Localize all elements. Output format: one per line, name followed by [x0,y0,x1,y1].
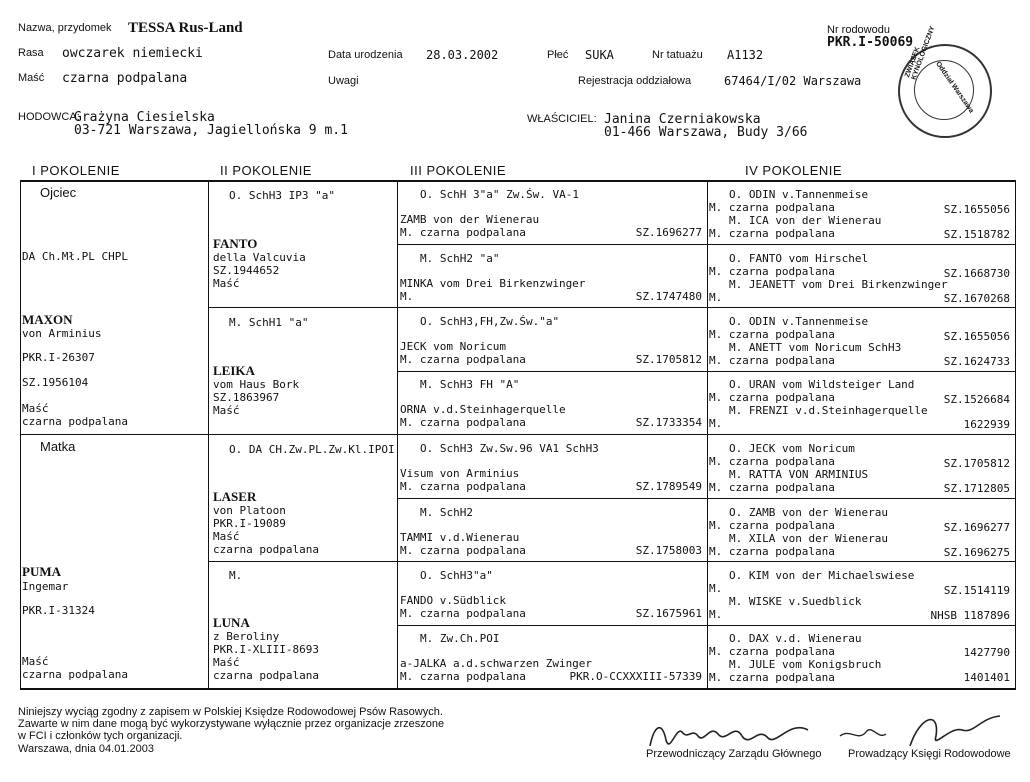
gen4-dam: M. XILA von der Wienerau [729,532,888,545]
gen2-cell-4 [211,565,395,686]
dob-label: Data urodzenia [328,49,403,61]
gen2-line3: Maść [213,656,240,669]
footer-line-3: w FCI i członków tych organizacji. [18,730,183,742]
rasa-label: Rasa [18,47,44,59]
gen4-dam: M. FRENZI v.d.Steinhagerquelle [729,404,928,417]
gen2-name: LEIKA [213,363,255,378]
gen3-cell-3 [400,309,706,371]
gen4-sire: O. FANTO vom Hirschel [729,252,869,265]
gen4-sire-masc: M. czarna podpalana [709,455,835,468]
gen2-line1: von Platoon [213,504,286,517]
gen3-reg: SZ.1758003 [635,544,702,557]
gen3-titles: M. SchH3 FH "A" [420,378,520,391]
gen4-sire: O. ODIN v.Tannenmeise [729,188,869,201]
gen4-sire-reg: SZ.1668730 [943,267,1010,280]
gen3-titles: M. SchH2 [420,506,473,519]
gen3-reg: SZ.1733354 [635,416,702,429]
plec-label: Płeć [547,49,569,61]
gen4-sire-masc: M. czarna podpalana [709,201,835,214]
gen3-reg: PKR.O-CCXXXIII-57339 [569,670,702,683]
gen2-line2: SZ.1944652 [213,264,280,277]
hodowca-name: Grażyna Ciesielska [74,110,215,125]
father-reg1: PKR.I-26307 [22,351,95,364]
masc-label: Maść [18,72,45,84]
gen4-cell-5 [709,438,1014,498]
gen4-sire: O. URAN vom Wildsteiger Land [729,378,915,391]
gen3-masc: M. czarna podpalana [400,353,526,366]
gen2-line2: PKR.I-XLIII-8693 [213,643,319,656]
col-header-1: I POKOLENIE [32,163,120,178]
gen4-sire-masc: M. czarna podpalana [709,328,835,341]
gen4-sire-reg: SZ.1696277 [943,521,1010,534]
gen3-name: ZAMB von der Wienerau [400,213,540,226]
father-name: MAXON [22,312,73,327]
gen4-dam: M. ANETT vom Noricum SchH3 [729,341,902,354]
rodowod-value: PKR.I-50069 [827,35,914,50]
gen2-line2: PKR.I-19089 [213,517,286,530]
gen4-sire-reg: SZ.1655056 [943,203,1010,216]
gen2-line3: Maść [213,530,240,543]
gen3-masc: M. czarna podpalana [400,416,526,429]
stamp-center-text: Oddział Warszawa [934,60,975,115]
gen3-reg: SZ.1696277 [635,226,702,239]
gen2-line4: czarna podpalana [213,669,319,682]
rejestracja-label: Rejestracja oddziałowa [578,75,692,87]
gen2-titles: M. [229,569,243,582]
gen3-name: MINKA vom Drei Birkenzwinger [400,277,586,290]
gen4-sire: O. DAX v.d. Wienerau [729,632,862,645]
gen4-dam-masc: M. [709,291,723,304]
gen2-cell-1 [211,184,395,305]
gen4-cell-2 [709,248,1014,308]
footer-line-1: Niniejszy wyciąg zgodny z zapisem w Polskiej Księdze Rodowodowej Psów Rasowych. [18,706,443,718]
wlasciciel-addr: 01-466 Warszawa, Budy 3/66 [604,125,808,140]
gen4-dam-reg: SZ.1696275 [943,546,1010,559]
father-titles: DA Ch.Mł.PL CHPL [22,250,128,263]
gen3-titles: O. SchH3"a" [420,569,493,582]
hodowca-addr: 03-721 Warszawa, Jagiellońska 9 m.1 [74,123,348,138]
gen3-reg: SZ.1705812 [635,353,702,366]
col-header-4: IV POKOLENIE [745,163,843,178]
gen4-dam-masc: M. czarna podpalana [709,545,835,558]
gen4-sire-reg: SZ.1514119 [943,584,1010,597]
father-label: Ojciec [40,185,77,200]
gen4-sire-reg: SZ.1655056 [943,330,1010,343]
gen3-cell-8 [400,627,706,689]
gen4-dam-reg: SZ.1712805 [943,482,1010,495]
mother-reg1: PKR.I-31324 [22,604,95,617]
gen4-dam-masc: M. [709,608,723,621]
gen4-sire: O. ODIN v.Tannenmeise [729,315,869,328]
gen2-line4: czarna podpalana [213,543,319,556]
gen2-cell-2 [211,311,395,432]
gen3-cell-4 [400,373,706,435]
tatuaz-value: A1132 [727,48,764,62]
footer-date: Warszawa, dnia 04.01.2003 [18,743,154,755]
gen2-line1: z Beroliny [213,630,280,643]
masc-value: czarna podpalana [62,71,188,86]
gen2-titles: O. SchH3 IP3 "a" [229,189,335,202]
gen3-masc: M. czarna podpalana [400,226,526,239]
gen2-line2: SZ.1863967 [213,391,280,404]
gen4-dam-reg: SZ.1670268 [943,292,1010,305]
tatuaz-label: Nr tatuażu [652,49,703,61]
gen4-cell-6 [709,502,1014,562]
gen4-dam: M. RATTA VON ARMINIUS [729,468,869,481]
gen4-dam-masc: M. czarna podpalana [709,671,835,684]
father-reg2: SZ.1956104 [22,376,89,389]
gen4-cell-7 [709,565,1014,625]
gen2-line3: Maść [213,404,240,417]
gen3-reg: SZ.1789549 [635,480,702,493]
gen3-cell-5 [400,436,706,498]
gen4-sire-masc: M. [709,582,723,595]
gen4-dam-reg: SZ.1624733 [943,355,1010,368]
footer-line-2: Zawarte w nim dane mogą być wykorzystywane wyłącznie przez organizacje zrzeszone [18,718,445,730]
gen3-name: JECK vom Noricum [400,340,506,353]
gen4-dam-reg: 1401401 [963,671,1010,684]
gen4-sire: O. JECK vom Noricum [729,442,855,455]
gen2-line3: Maść [213,277,240,290]
gen2-name: LASER [213,489,257,504]
gen3-cell-1 [400,182,706,244]
col-header-2: II POKOLENIE [220,163,312,178]
gen3-name: Visum von Arminius [400,467,520,480]
mother-masc-label: Maść [22,655,49,668]
gen3-masc: M. czarna podpalana [400,670,526,683]
gen4-dam-masc: M. czarna podpalana [709,227,835,240]
mother-label: Matka [40,439,76,454]
father-masc-label: Maść [22,402,49,415]
uwagi-label: Uwagi [328,75,359,87]
gen3-cell-7 [400,563,706,625]
gen1-mother [22,438,206,686]
gen4-sire: O. KIM von der Michaelswiese [729,569,915,582]
signature-1-caption: Przewodniczący Zarządu Głównego [646,748,822,760]
gen4-cell-1 [709,184,1014,244]
father-suffix: von Arminius [22,327,102,340]
gen4-dam: M. ICA von der Wienerau [729,214,882,227]
gen4-sire-reg: SZ.1526684 [943,393,1010,406]
name-label: Nazwa, przydomek [18,22,112,34]
rasa-value: owczarek niemiecki [62,46,203,61]
gen3-cell-6 [400,500,706,562]
gen3-name: FANDO v.Südblick [400,594,506,607]
gen4-cell-3 [709,311,1014,371]
signature-2-caption: Prowadzący Księgi Rodowodowe [848,748,1011,760]
dog-name: TESSA Rus-Land [128,20,243,36]
gen4-cell-4 [709,375,1014,435]
gen3-masc: M. czarna podpalana [400,607,526,620]
mother-suffix: Ingemar [22,580,69,593]
gen3-name: a-JALKA a.d.schwarzen Zwinger [400,657,593,670]
rejestracja-value: 67464/I/02 Warszawa [724,74,862,88]
gen4-sire-masc: M. czarna podpalana [709,645,835,658]
mother-masc: czarna podpalana [22,668,128,681]
wlasciciel-label: WŁAŚCICIEL: [527,113,597,125]
gen4-dam: M. JEANETT vom Drei Birkenzwinger [729,278,948,291]
gen4-dam-reg: NHSB 1187896 [930,609,1010,622]
gen4-dam: M. WISKE v.Suedblick [729,595,862,608]
gen3-reg: SZ.1747480 [635,290,702,303]
gen3-masc: M. czarna podpalana [400,480,526,493]
dob-value: 28.03.2002 [426,48,499,62]
gen4-sire-reg: 1427790 [963,646,1010,659]
gen2-cell-3 [211,438,395,559]
gen2-line1: della Valcuvia [213,251,306,264]
gen4-dam-reg: 1622939 [963,418,1010,431]
wlasciciel-name: Janina Czerniakowska [604,112,761,127]
gen4-sire-reg: SZ.1705812 [943,457,1010,470]
hodowca-label: HODOWCA: [18,111,80,123]
gen2-titles: M. SchH1 "a" [229,316,309,329]
stamp-ring-text: ZWIĄZEK KYNOLOGICZNY [904,25,937,81]
gen3-titles: O. SchH3,FH,Zw.Św."a" [420,315,560,328]
gen4-dam-masc: M. czarna podpalana [709,481,835,494]
gen2-titles: O. DA CH.Zw.PL.Zw.Kl.IPOI [229,443,395,456]
rodowod-label: Nr rodowodu [827,24,890,36]
gen3-masc: M. [400,290,414,303]
gen4-dam-masc: M. [709,417,723,430]
gen3-reg: SZ.1675961 [635,607,702,620]
gen3-name: TAMMI v.d.Wienerau [400,531,520,544]
mother-name: PUMA [22,564,61,579]
gen3-cell-2 [400,246,706,308]
gen3-titles: M. SchH2 "a" [420,252,500,265]
gen4-dam: M. JULE vom Konigsbruch [729,658,882,671]
gen2-line1: vom Haus Bork [213,378,300,391]
gen4-sire-masc: M. czarna podpalana [709,265,835,278]
gen3-name: ORNA v.d.Steinhagerquelle [400,403,566,416]
gen3-titles: O. SchH 3"a" Zw.Św. VA-1 [420,188,579,201]
association-stamp [898,25,992,138]
gen4-dam-reg: SZ.1518782 [943,228,1010,241]
father-masc: czarna podpalana [22,415,128,428]
gen4-sire-masc: M. czarna podpalana [709,391,835,404]
gen4-sire-masc: M. czarna podpalana [709,519,835,532]
col-header-3: III POKOLENIE [410,163,507,178]
gen2-name: FANTO [213,236,258,251]
gen3-titles: M. Zw.Ch.POI [420,632,500,645]
gen4-dam-masc: M. czarna podpalana [709,354,835,367]
gen4-cell-8 [709,629,1014,689]
plec-value: SUKA [585,48,614,62]
gen3-masc: M. czarna podpalana [400,544,526,557]
gen3-titles: O. SchH3 Zw.Sw.96 VA1 SchH3 [420,442,599,455]
gen1-father [22,184,206,432]
gen2-name: LUNA [213,615,250,630]
gen4-sire: O. ZAMB von der Wienerau [729,506,888,519]
